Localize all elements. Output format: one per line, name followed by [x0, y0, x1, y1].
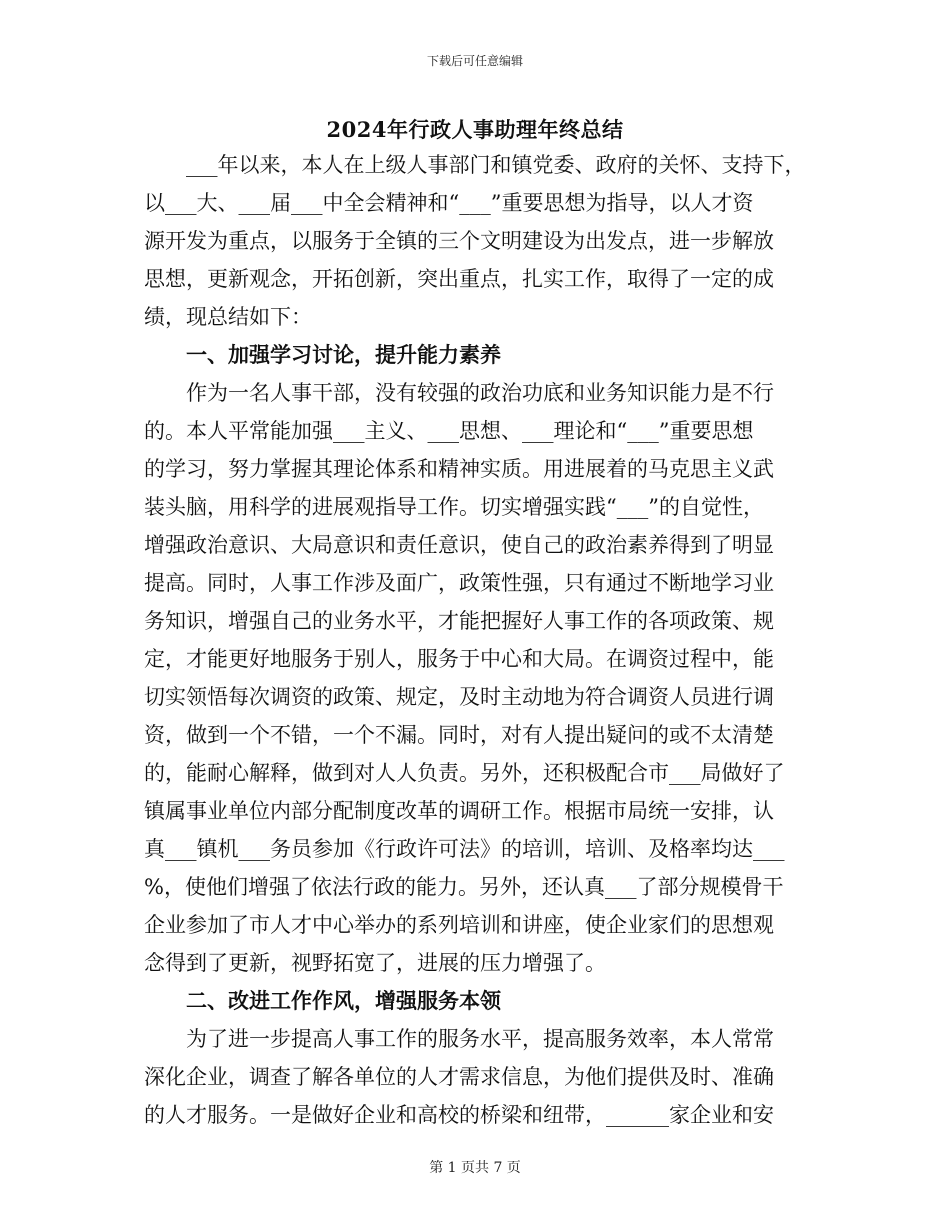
body-line: 定，才能更好地服务于别人，服务于中心和大局。在调资过程中，能: [144, 647, 774, 671]
body-line: 务知识，增强自己的业务水平，才能把握好人事工作的各项政策、规: [144, 609, 774, 633]
body-line: 绩，现总结如下：: [144, 305, 312, 329]
download-note: 下载后可任意编辑: [426, 54, 523, 68]
body-line: 为了进一步提高人事工作的服务水平，提高服务效率，本人常常: [186, 1027, 774, 1051]
body-line: 念得到了更新，视野拓宽了，进展的压力增强了。: [144, 951, 606, 975]
body-line: 的，能耐心解释，做到对人人负责。另外，还积极配合市___局做好了: [144, 761, 785, 785]
page-number: 第 1 页共 7 页: [429, 1160, 521, 1176]
body-line: 装头脑，用科学的进展观指导工作。切实增强实践“___”的自觉性，: [144, 495, 764, 519]
body-line: 提高。同时，人事工作涉及面广，政策性强，只有通过不断地学习业: [144, 571, 774, 595]
body-line: 源开发为重点，以服务于全镇的三个文明建设为出发点，进一步解放: [144, 229, 774, 253]
section-heading: 二、改进工作作风，增强服务本领: [186, 988, 501, 1013]
body-line: ___年以来，本人在上级人事部门和镇党委、政府的关怀、支持下，: [186, 153, 806, 177]
body-line: %，使他们增强了依法行政的能力。另外，还认真___了部分规模骨干: [144, 875, 784, 899]
body-line: 的。本人平常能加强___主义、___思想、___理论和“___”重要思想: [144, 419, 754, 443]
body-line: 思想，更新观念，开拓创新，突出重点，扎实工作，取得了一定的成: [144, 267, 774, 291]
body-line: 作为一名人事干部，没有较强的政治功底和业务知识能力是不行: [186, 381, 774, 405]
body-line: 的学习，努力掌握其理论体系和精神实质。用进展着的马克思主义武: [144, 457, 774, 481]
document-title: 2024年行政人事助理年终总结: [326, 117, 624, 142]
body-line: 以___大、___届___中全会精神和“___”重要思想为指导，以人才资: [144, 191, 754, 215]
body-line: 增强政治意识、大局意识和责任意识，使自己的政治素养得到了明显: [144, 533, 774, 557]
body-line: 切实领悟每次调资的政策、规定，及时主动地为符合调资人员进行调: [144, 685, 774, 709]
body-line: 的人才服务。一是做好企业和高校的桥梁和纽带，______家企业和安: [144, 1103, 774, 1127]
body-line: 深化企业，调查了解各单位的人才需求信息，为他们提供及时、准确: [144, 1065, 774, 1089]
body-line: 企业参加了市人才中心举办的系列培训和讲座，使企业家们的思想观: [144, 913, 774, 937]
body-line: 真___镇机___务员参加《行政许可法》的培训，培训、及格率均达___: [144, 837, 785, 861]
section-heading: 一、加强学习讨论，提升能力素养: [186, 342, 501, 367]
body-line: 资，做到一个不错，一个不漏。同时，对有人提出疑问的或不太清楚: [144, 723, 774, 747]
document-body: [144, 146, 824, 1134]
body-line: 镇属事业单位内部分配制度改革的调研工作。根据市局统一安排，认: [144, 799, 774, 823]
